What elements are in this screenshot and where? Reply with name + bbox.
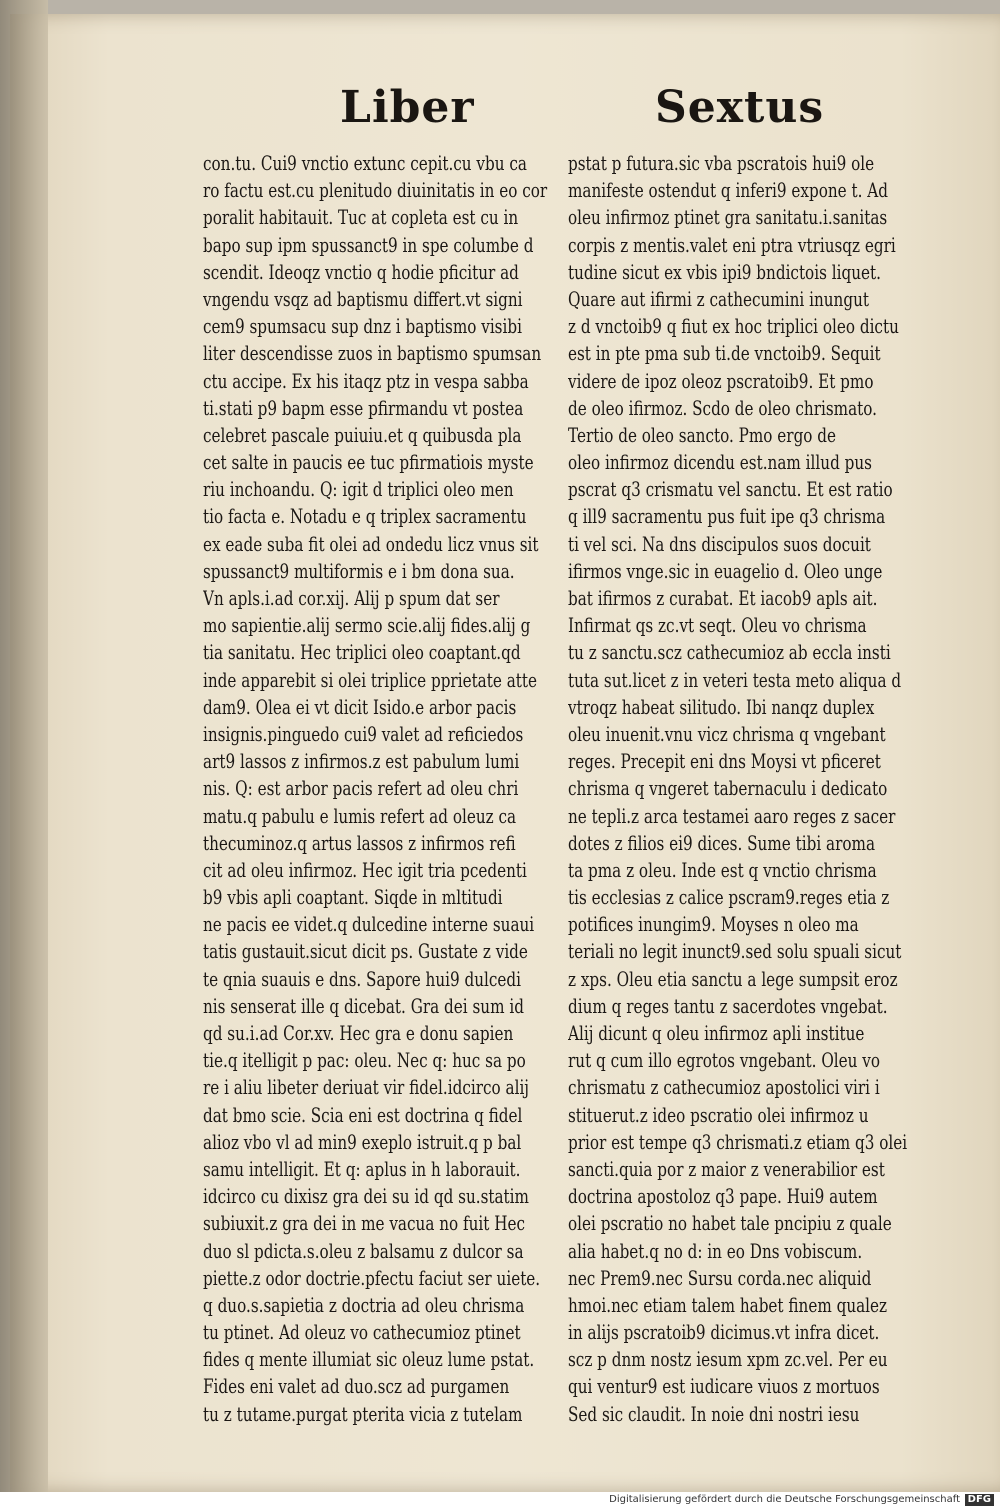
text-line: fides q mente illumiat sic oleuz lume pstat. [203,1348,535,1372]
text-line: poralit habitauit. Tuc at copleta est cu in [203,206,519,230]
text-line: pscrat q3 crismatu vel sanctu. Et est ratio [568,478,893,502]
text-line: q ill9 sacramentu pus fuit ipe q3 chrisma [568,505,886,529]
text-line: tuta sut.licet z in veteri testa meto aliqua d [568,668,902,692]
text-line: Infirmat qs zc.vt seqt. Oleu vo chrisma [568,614,867,638]
text-line: tatis gustauit.sicut dicit ps. Gustate z vide [203,940,528,964]
text-line: piette.z odor doctrie.pfectu faciut ser uiete. [203,1266,541,1290]
text-line: ne tepli.z arca testamei aaro reges z sacer [568,804,896,828]
text-line: tu z sanctu.scz cathecumioz ab eccla insti [568,641,891,665]
text-line: alia habet.q no d: in eo Dns vobiscum. [568,1239,863,1263]
text-line: matu.q pabulu e lumis refert ad oleuz ca [203,804,517,828]
text-line: samu intelligit. Et q: aplus in h laborauit. [203,1157,521,1181]
text-line: duo sl pdicta.s.oleu z balsamu z dulcor sa [203,1239,524,1263]
text-line: prior est tempe q3 chrismati.z etiam q3 olei [568,1130,908,1154]
text-line: dium q reges tantu z sacerdotes vngebat. [568,994,888,1018]
text-line: cit ad oleu infirmoz. Hec igit tria pcedenti [203,858,527,882]
text-line: vngendu vsqz ad baptismu differt.vt signi [203,287,523,311]
text-line: mo sapientie.alij sermo scie.alij fides.alij g [203,614,531,638]
text-line: tia sanitatu. Hec triplici oleo coaptant.qd [203,641,521,665]
text-line: ex eade suba fit olei ad ondedu licz vnus sit [203,532,539,556]
text-line: dat bmo scie. Scia eni est doctrina q fidel [203,1103,523,1127]
text-line: corpis z mentis.valet eni ptra vtriusqz egri [568,233,896,257]
text-line: ti vel sci. Na dns discipulos suos docuit [568,532,871,556]
text-line: riu inchoandu. Q: igit d triplici oleo men [203,478,514,502]
text-line: scz p dnm nostz iesum xpm zc.vel. Per eu [568,1348,888,1372]
text-line: Alij dicunt q oleu infirmoz apli institue [568,1022,865,1045]
text-line: q duo.s.sapietia z doctria ad oleu chrisma [203,1293,525,1317]
text-line: tu z tutame.purgat pterita vicia z tutelam [203,1402,523,1426]
text-line: idcirco cu dixisz gra dei su id qd su.statim [203,1185,529,1209]
text-line: re i aliu libeter deriuat vir fidel.idcirco alij [203,1076,530,1100]
text-line: tu ptinet. Ad oleuz vo cathecumioz ptinet [203,1321,521,1345]
text-line: thecuminoz.q artus lassos z infirmos refi [203,831,516,855]
text-line: oleo infirmoz dicendu est.nam illud pus [568,451,872,475]
text-line: liter descendisse zuos in baptismo spumsan [203,342,542,366]
text-line: alioz vbo vl ad min9 exeplo istruit.q p bal [203,1130,522,1154]
running-head-right: Sextus [655,82,825,133]
text-line: de oleo ifirmoz. Scdo de oleo chrismato. [568,396,877,420]
text-line: Quare aut ifirmi z cathecumini inungut [568,287,869,311]
text-column-right [568,150,933,1428]
text-line: z xps. Oleu etia sanctu a lege sumpsit eroz [568,967,898,991]
text-line: subiuxit.z gra dei in me vacua no fuit Hec [203,1212,526,1236]
text-line: te qnia suauis e dns. Sapore hui9 dulcedi [203,967,522,991]
footer-credit: Digitalisierung gefördert durch die Deutsche Forschungsgemeinschaft [609,1494,960,1505]
text-line: est in pte pma sub ti.de vnctoib9. Sequit [568,342,881,366]
text-line: ctu accipe. Ex his itaqz ptz in vespa sabba [203,369,529,393]
text-column-left [203,150,568,1428]
text-line: in alijs pscratoib9 dicimus.vt infra dicet. [568,1321,880,1345]
text-line: nis. Q: est arbor pacis refert ad oleu chri [203,777,519,801]
text-line: rut q cum illo egrotos vngebant. Oleu vo [568,1049,881,1073]
text-line: scendit. Ideoqz vnctio q hodie pficitur ad [203,260,519,284]
text-line: nec Prem9.nec Sursu corda.nec aliquid [568,1266,872,1290]
text-line: olei pscratio no habet tale pncipiu z quale [568,1212,892,1236]
text-line: ti.stati p9 bapm esse pfirmandu vt postea [203,396,524,420]
text-line: reges. Precepit eni dns Moysi vt pficeret [568,750,881,774]
text-line: art9 lassos z infirmos.z est pabulum lumi [203,750,520,774]
text-line: hmoi.nec etiam talem habet finem qualez [568,1293,888,1317]
text-line: tudine sicut ex vbis ipi9 bndictois liquet. [568,260,881,284]
text-line: tie.q itelligit p pac: oleu. Nec q: huc sa po [203,1049,526,1073]
book-spine [0,0,48,1508]
text-line: dam9. Olea ei vt dicit Isido.e arbor pacis [203,695,517,719]
text-line: b9 vbis apli coaptant. Siqde in mltitudi [203,886,503,910]
text-line: oleu infirmoz ptinet gra sanitatu.i.sanitas [568,206,888,230]
text-line: ne pacis ee videt.q dulcedine interne suaui [203,913,535,937]
text-line: nis senserat ille q dicebat. Gra dei sum id [203,994,524,1018]
text-line: ta pma z oleu. Inde est q vnctio chrisma [568,858,877,882]
text-line: potifices inungim9. Moyses n oleo ma [568,913,859,937]
text-line: tis ecclesias z calice pscram9.reges etia z [568,886,890,910]
text-line: chrismatu z cathecumioz apostolici viri i [568,1076,880,1100]
text-line: oleu inuenit.vnu vicz chrisma q vngebant [568,722,886,746]
text-line: z d vnctoib9 q fiut ex hoc triplici oleo dictu [568,315,899,339]
text-line: inde apparebit si olei triplice pprietate atte [203,668,537,692]
text-line: bat ifirmos z curabat. Et iacob9 apls ait. [568,587,878,610]
text-line: Tertio de oleo sancto. Pmo ergo de [568,423,837,447]
text-line: chrisma q vngeret tabernaculu i dedicato [568,777,888,801]
text-line: qui ventur9 est iudicare viuos z mortuos [568,1375,880,1399]
text-line: sancti.quia por z maior z venerabilior est [568,1157,885,1181]
text-line: pstat p futura.sic vba pscratois hui9 ole [568,152,875,175]
text-line: con.tu. Cui9 vnctio extunc cepit.cu vbu ca [203,152,527,175]
text-line: qd su.i.ad Cor.xv. Hec gra e donu sapien [203,1022,514,1045]
text-line: doctrina apostoloz q3 pape. Hui9 autem [568,1185,878,1209]
text-line: celebret pascale puiuiu.et q quibusda pla [203,423,522,447]
text-line: ro factu est.cu plenitudo diuinitatis in eo cor [203,179,548,203]
text-line: Vn apls.i.ad cor.xij. Alij p spum dat ser [203,587,500,610]
text-line: dotes z filios ei9 dices. Sume tibi aroma [568,831,876,855]
text-line: Fides eni valet ad duo.scz ad purgamen [203,1375,510,1399]
dfg-logo: DFG [965,1494,994,1506]
text-line: teriali no legit inunct9.sed solu spuali sicut [568,940,902,964]
text-line: Sed sic claudit. In noie dni nostri iesu [568,1402,860,1426]
text-line: bapo sup ipm spussanct9 in spe columbe d [203,233,534,257]
text-line: videre de ipoz oleoz pscratoib9. Et pmo [568,369,874,393]
text-line: stituerut.z ideo pscratio olei infirmoz u [568,1103,869,1127]
text-line: tio facta e. Notadu e q triplex sacramentu [203,505,527,529]
text-line: insignis.pinguedo cui9 valet ad reficiedos [203,722,524,746]
text-line: ifirmos vnge.sic in euagelio d. Oleo unge [568,559,883,583]
text-line: spussanct9 multiformis e i bm dona sua. [203,559,515,583]
text-line: cet salte in paucis ee tuc pfirmatiois myste [203,451,534,475]
text-line: manifeste ostendut q inferi9 expone t. Ad [568,179,889,203]
text-line: vtroqz habeat silitudo. Ibi nanqz duplex [568,695,875,719]
text-line: cem9 spumsacu sup dnz i baptismo visibi [203,315,522,339]
running-head-left: Liber [340,82,475,133]
